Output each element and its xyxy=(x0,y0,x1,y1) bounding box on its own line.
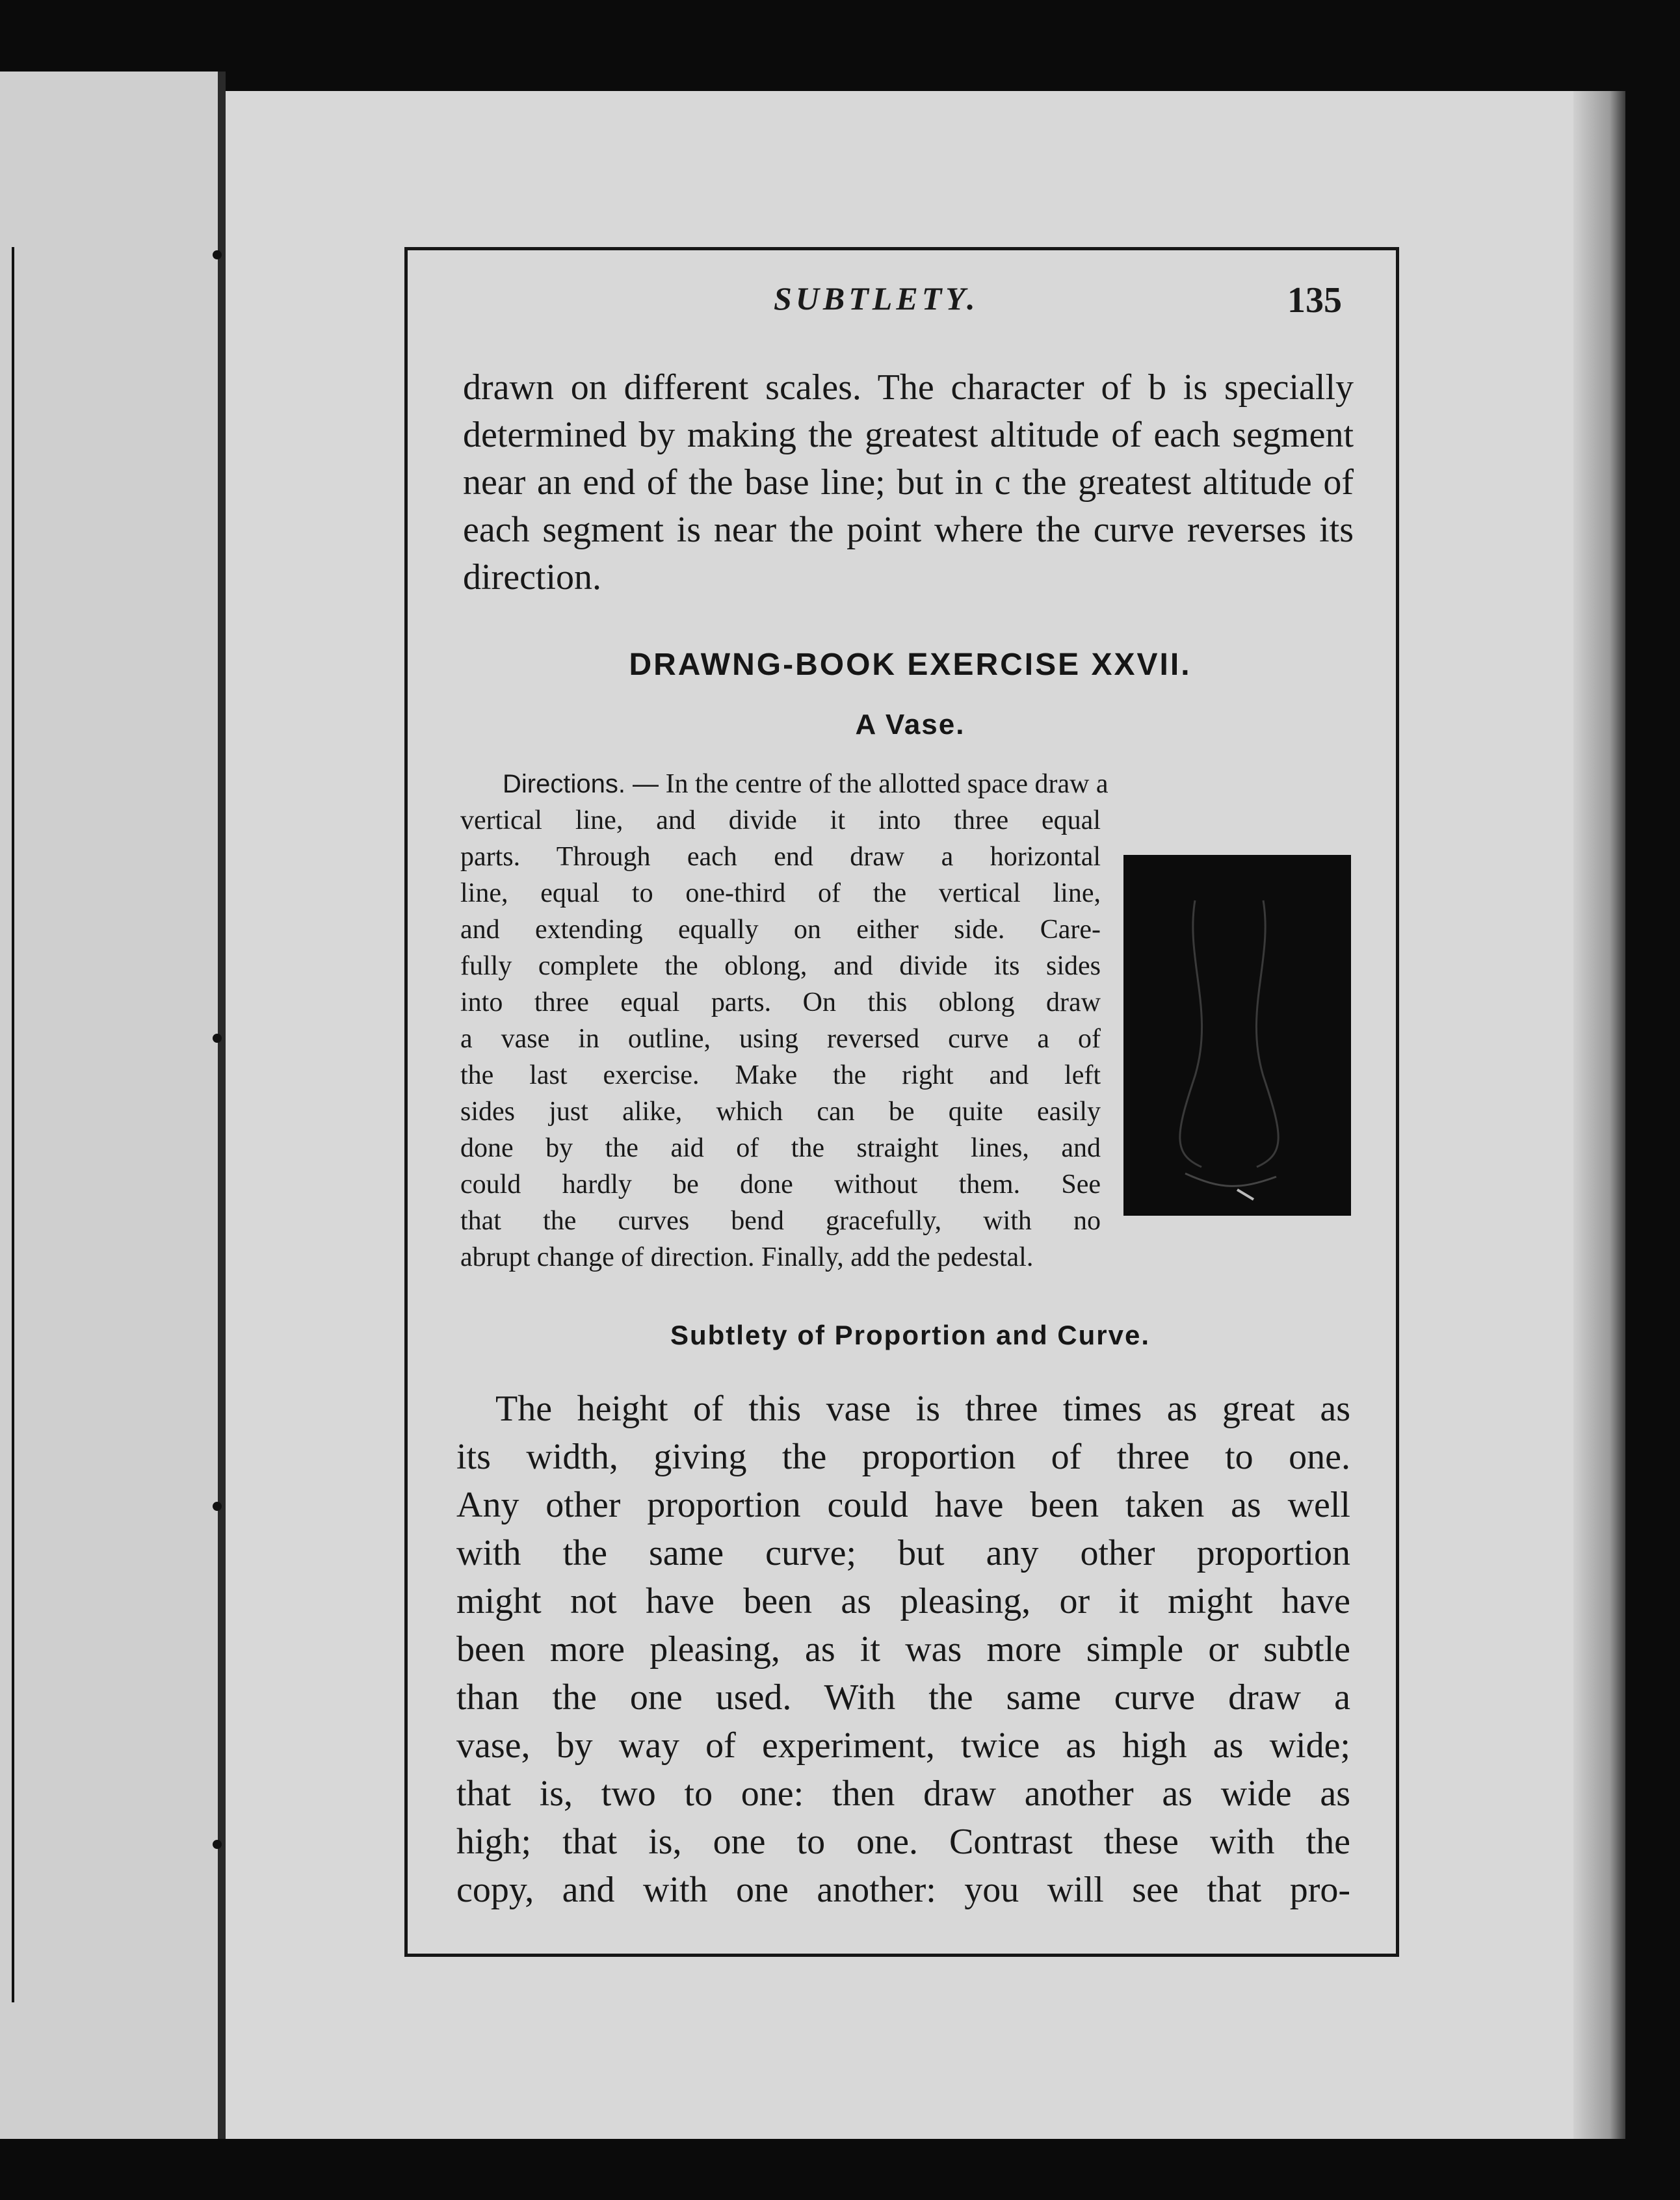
continued-paragraph: drawn on different scales. The character of b is specially determined by making the greatest altitude of each segment near an end of the base line; but in c the greatest altitude of each segment is near the point where the curve reverses its direction. xyxy=(463,367,1354,597)
paragraph-line: The height of this vase is three times as great as xyxy=(495,1389,1350,1429)
binding-mark xyxy=(213,1034,222,1043)
paragraph-line: copy, and with one another: you will see that pro- xyxy=(456,1870,1350,1910)
page-edge-shadow xyxy=(1573,91,1625,2139)
directions-line: into three equal parts. On this oblong draw xyxy=(460,988,1101,1017)
paragraph-line: its width, giving the proportion of three to one. xyxy=(456,1437,1350,1477)
binding-mark xyxy=(213,1840,222,1849)
binding-mark xyxy=(213,250,222,259)
page-number: 135 xyxy=(1287,280,1342,321)
directions-line: the last exercise. Make the right and left xyxy=(460,1060,1101,1090)
paragraph-line: than the one used. With the same curve draw a xyxy=(456,1677,1350,1718)
paragraph-line: high; that is, one to one. Contrast these with the xyxy=(456,1822,1350,1862)
directions-line: line, equal to one-third of the vertical line, xyxy=(460,878,1101,908)
section-heading: Subtlety of Proportion and Curve. xyxy=(670,1320,1151,1350)
paragraph-line: vase, by way of experiment, twice as high as wide; xyxy=(456,1725,1350,1766)
exercise-heading: DRAWNG-BOOK EXERCISE XXVII. xyxy=(629,648,1192,682)
directions-line: a vase in outline, using reversed curve a of xyxy=(460,1024,1101,1054)
directions-line: sides just alike, which can be quite easily xyxy=(460,1097,1101,1127)
vase-outline xyxy=(1123,855,1351,1216)
book-gutter xyxy=(218,72,226,2139)
binding-mark xyxy=(213,1502,222,1511)
exercise-subheading: A Vase. xyxy=(855,709,965,740)
vase-illustration xyxy=(1123,855,1351,1216)
directions-line: Directions. — In the centre of the allotted space draw a xyxy=(503,769,1109,799)
directions-line: vertical line, and divide it into three equal xyxy=(460,805,1101,835)
facing-page xyxy=(0,72,220,2139)
directions-line: that the curves bend gracefully, with no xyxy=(460,1206,1101,1236)
body-paragraph xyxy=(456,1385,1350,1914)
paragraph-line: that is, two to one: then draw another as wide as xyxy=(456,1774,1350,1814)
directions-line: abrupt change of direction. Finally, add the pedestal. xyxy=(460,1242,1034,1272)
directions-line: parts. Through each end draw a horizontal xyxy=(460,842,1101,872)
directions-line: and extending equally on either side. Care- xyxy=(460,915,1101,945)
directions-label: Directions. — xyxy=(503,770,659,798)
directions-line: done by the aid of the straight lines, and xyxy=(460,1133,1101,1163)
directions-line: fully complete the oblong, and divide its sides xyxy=(460,951,1101,981)
paragraph-line: with the same curve; but any other proportion xyxy=(456,1533,1350,1573)
facing-page-frame-edge xyxy=(0,247,14,2002)
paragraph-line: been more pleasing, as it was more simple or subtle xyxy=(456,1629,1350,1670)
paragraph-line: might not have been as pleasing, or it might have xyxy=(456,1581,1350,1621)
paragraph-line: Any other proportion could have been taken as well xyxy=(456,1485,1350,1525)
running-head: SUBTLETY. xyxy=(774,280,979,317)
directions-line: could hardly be done without them. See xyxy=(460,1170,1101,1199)
